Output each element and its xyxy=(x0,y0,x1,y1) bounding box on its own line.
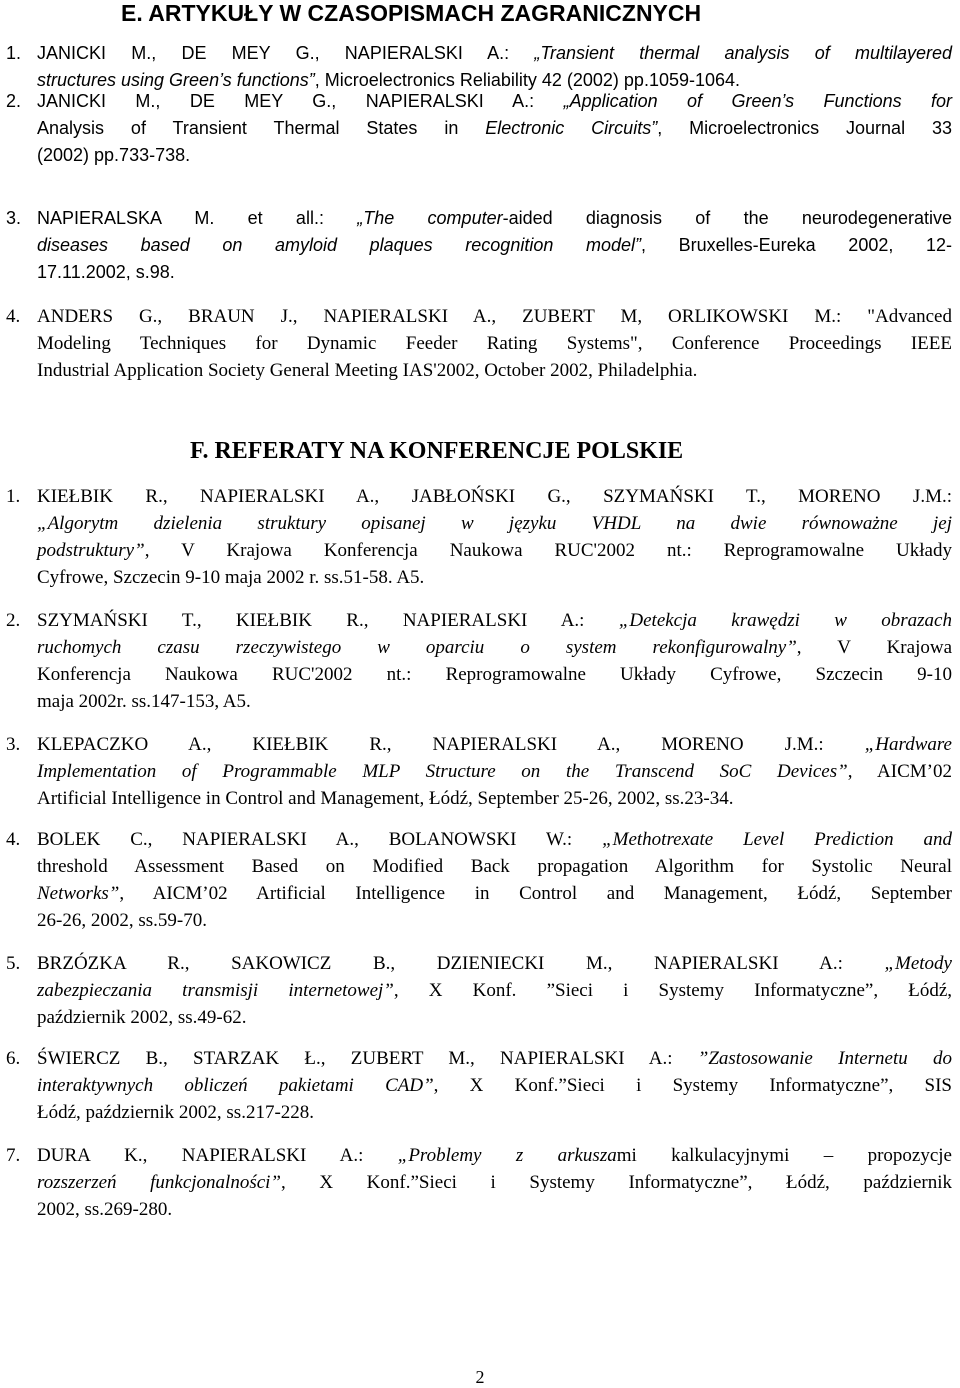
reference-title-text: podstruktury” xyxy=(37,540,145,561)
reference-plain-text: threshold Assessment Based on Modified Back propagation Algorithm for Systolic Neural xyxy=(37,856,952,877)
reference-entry xyxy=(0,483,960,591)
reference-entry xyxy=(0,88,960,169)
reference-plain-text: BOLEK C., NAPIERALSKI A., BOLANOWSKI W.: xyxy=(37,829,603,850)
reference-plain-text: Analysis of Transient Thermal States in xyxy=(37,118,486,138)
reference-plain-text: , V Krajowa Konferencja Naukowa RUC'2002 nt.: Reprogramowalne Układy xyxy=(144,540,952,561)
reference-number: 2. xyxy=(6,91,22,111)
reference-line xyxy=(37,607,952,634)
reference-line xyxy=(37,661,952,688)
reference-plain-text: , AICM’02 Artificial Intelligence in Control and Management, Łódź, September xyxy=(119,883,952,904)
reference-text xyxy=(37,950,952,1031)
reference-line xyxy=(37,40,952,67)
reference-title-text: zabezpieczania transmisji internetowej” xyxy=(37,980,394,1001)
reference-title-text: Networks” xyxy=(37,883,120,904)
reference-plain-text: Cyfrowe, Szczecin 9-10 maja 2002 r. ss.51-58. A5. xyxy=(37,567,425,588)
reference-plain-text: październik 2002, ss.49-62. xyxy=(37,1007,247,1028)
reference-title-text: Electronic Circuits” xyxy=(485,118,658,138)
reference-entry xyxy=(0,40,960,94)
reference-line xyxy=(37,1072,952,1099)
reference-text xyxy=(37,303,952,384)
reference-entry xyxy=(0,826,960,934)
reference-number: 1. xyxy=(6,43,22,63)
reference-line xyxy=(37,1169,952,1196)
reference-plain-text: , V Krajowa xyxy=(796,637,952,658)
reference-plain-text: KIEŁBIK R., NAPIERALSKI A., JABŁOŃSKI G., SZYMAŃSKI T., MORENO J.M.: xyxy=(37,486,952,507)
reference-line xyxy=(37,303,952,330)
reference-line xyxy=(37,205,952,232)
reference-number: 4. xyxy=(6,829,21,850)
reference-title-text: ”Zastosowanie Internetu do xyxy=(697,1048,953,1069)
reference-plain-text: JANICKI M., DE MEY G., NAPIERALSKI A.: xyxy=(37,43,535,63)
reference-plain-text: SZYMAŃSKI T., KIEŁBIK R., NAPIERALSKI A.: xyxy=(37,610,619,631)
reference-title-text: „Problemy z arkusza xyxy=(397,1145,617,1166)
reference-line xyxy=(37,357,952,384)
reference-text xyxy=(37,826,952,934)
reference-line xyxy=(37,907,952,934)
reference-entry xyxy=(0,1045,960,1126)
reference-text xyxy=(37,483,952,591)
reference-line xyxy=(37,115,952,142)
reference-number: 4. xyxy=(6,306,21,327)
reference-line xyxy=(37,880,952,907)
reference-number: 3. xyxy=(6,208,22,228)
reference-line xyxy=(37,731,952,758)
reference-plain-text: , Microelectronics Journal 33 xyxy=(657,118,952,138)
reference-title-text: rozszerzeń funkcjonalności” xyxy=(37,1172,282,1193)
reference-line xyxy=(37,785,952,812)
reference-title-text: „Methotrexate Level Prediction and xyxy=(602,829,952,850)
reference-text xyxy=(37,205,952,286)
reference-number: 2. xyxy=(6,610,21,631)
reference-line xyxy=(37,1045,952,1072)
reference-line xyxy=(37,853,952,880)
reference-plain-text: 17.11.2002, s.98. xyxy=(37,262,175,282)
reference-plain-text: , Microelectronics Reliability 42 (2002) pp.1059-1064. xyxy=(314,70,741,90)
reference-line xyxy=(37,564,952,591)
reference-plain-text: Konferencja Naukowa RUC'2002 nt.: Reprogramowalne Układy Cyfrowe, Szczecin 9-10 xyxy=(37,664,952,685)
reference-title-text: „Application of Green’s Functions for xyxy=(563,91,952,111)
reference-text xyxy=(37,731,952,812)
reference-plain-text: , AICM’02 xyxy=(847,761,952,782)
reference-line xyxy=(37,1196,952,1223)
reference-line xyxy=(37,634,952,661)
reference-title-text: „The computer xyxy=(357,208,503,228)
reference-plain-text: , X Konf.”Sieci i Systemy Informatyczne”, SIS xyxy=(433,1075,952,1096)
reference-plain-text: ANDERS G., BRAUN J., NAPIERALSKI A., ZUBERT M, ORLIKOWSKI M.: "Advanced xyxy=(37,306,952,327)
reference-line xyxy=(37,259,952,286)
reference-plain-text: -aided diagnosis of the neurodegenerative xyxy=(502,208,952,228)
reference-line xyxy=(37,88,952,115)
reference-plain-text: , X Konf. ”Sieci i Systemy Informatyczne”, Łódź, xyxy=(393,980,953,1001)
reference-plain-text: mi kalkulacyjnymi – propozycje xyxy=(616,1145,952,1166)
reference-plain-text: KLEPACZKO A., KIEŁBIK R., NAPIERALSKI A., MORENO J.M.: xyxy=(37,734,865,755)
section-e-heading: E. ARTYKUŁY W CZASOPISMACH ZAGRANICZNYCH xyxy=(121,0,702,26)
reference-plain-text: NAPIERALSKA M. et all.: xyxy=(37,208,358,228)
reference-plain-text: Artificial Intelligence in Control and Management, Łódź, September 25-26, 2002, ss.23-34. xyxy=(37,788,734,809)
reference-title-text: „Algorytm dzielenia struktury opisanej w języku VHDL na dwie równoważne jej xyxy=(37,513,952,534)
reference-line xyxy=(37,1142,952,1169)
reference-title-text: „Transient thermal analysis of multilayered xyxy=(534,43,953,63)
reference-number: 6. xyxy=(6,1048,21,1069)
reference-text xyxy=(37,1045,952,1126)
reference-title-text: Implementation of Programmable MLP Structure on the Transcend SoC Devices” xyxy=(37,761,848,782)
reference-text xyxy=(37,1142,952,1223)
reference-text xyxy=(37,88,952,169)
reference-title-text: „Metody xyxy=(884,953,952,974)
reference-entry xyxy=(0,1142,960,1223)
reference-plain-text: JANICKI M., DE MEY G., NAPIERALSKI A.: xyxy=(37,91,564,111)
reference-line xyxy=(37,950,952,977)
reference-plain-text: , X Konf.”Sieci i Systemy Informatyczne”, Łódź, październik xyxy=(281,1172,952,1193)
reference-line xyxy=(37,688,952,715)
reference-title-text: „Hardware xyxy=(864,734,952,755)
reference-plain-text: Modeling Techniques for Dynamic Feeder Rating Systems", Conference Proceedings IEEE xyxy=(37,333,952,354)
reference-entry xyxy=(0,205,960,286)
reference-entry xyxy=(0,303,960,384)
reference-text xyxy=(37,40,952,94)
reference-line xyxy=(37,1099,952,1126)
reference-line xyxy=(37,758,952,785)
reference-number: 7. xyxy=(6,1145,21,1166)
reference-number: 1. xyxy=(6,486,21,507)
reference-plain-text: ŚWIERCZ B., STARZAK Ł., ZUBERT M., NAPIERALSKI A.: xyxy=(37,1048,698,1069)
reference-plain-text: Łódź, październik 2002, ss.217-228. xyxy=(37,1102,315,1123)
reference-line xyxy=(37,483,952,510)
reference-plain-text: , Bruxelles-Eureka 2002, 12- xyxy=(641,235,952,255)
reference-line xyxy=(37,330,952,357)
reference-plain-text: 2002, ss.269-280. xyxy=(37,1199,173,1220)
reference-plain-text: DURA K., NAPIERALSKI A.: xyxy=(37,1145,398,1166)
reference-plain-text: BRZÓZKA R., SAKOWICZ B., DZIENIECKI M., NAPIERALSKI A.: xyxy=(37,953,885,974)
reference-line xyxy=(37,977,952,1004)
reference-number: 5. xyxy=(6,953,21,974)
reference-entry xyxy=(0,950,960,1031)
reference-title-text: diseases based on amyloid plaques recognition model” xyxy=(37,235,641,255)
reference-line xyxy=(37,826,952,853)
reference-entry xyxy=(0,607,960,715)
reference-plain-text: Industrial Application Society General Meeting IAS'2002, October 2002, Philadelphia. xyxy=(37,360,698,381)
reference-text xyxy=(37,607,952,715)
section-f-heading: F. REFERATY NA KONFERENCJE POLSKIE xyxy=(190,438,684,464)
reference-title-text: interaktywnych obliczeń pakietami CAD” xyxy=(37,1075,434,1096)
reference-line xyxy=(37,1004,952,1031)
reference-line xyxy=(37,142,952,169)
reference-plain-text: (2002) pp.733-738. xyxy=(37,145,191,165)
reference-title-text: „Detekcja krawędzi w obrazach xyxy=(618,610,952,631)
reference-line xyxy=(37,510,952,537)
reference-title-text: ruchomych czasu rzeczywistego w oparciu o system rekonfigurowalny” xyxy=(37,637,797,658)
reference-entry xyxy=(0,731,960,812)
reference-line xyxy=(37,537,952,564)
page-number: 2 xyxy=(475,1367,485,1387)
reference-plain-text: maja 2002r. ss.147-153, A5. xyxy=(37,691,251,712)
reference-plain-text: 26-26, 2002, ss.59-70. xyxy=(37,910,207,931)
reference-line xyxy=(37,232,952,259)
reference-number: 3. xyxy=(6,734,21,755)
reference-title-text: structures using Green’s functions” xyxy=(37,70,315,90)
